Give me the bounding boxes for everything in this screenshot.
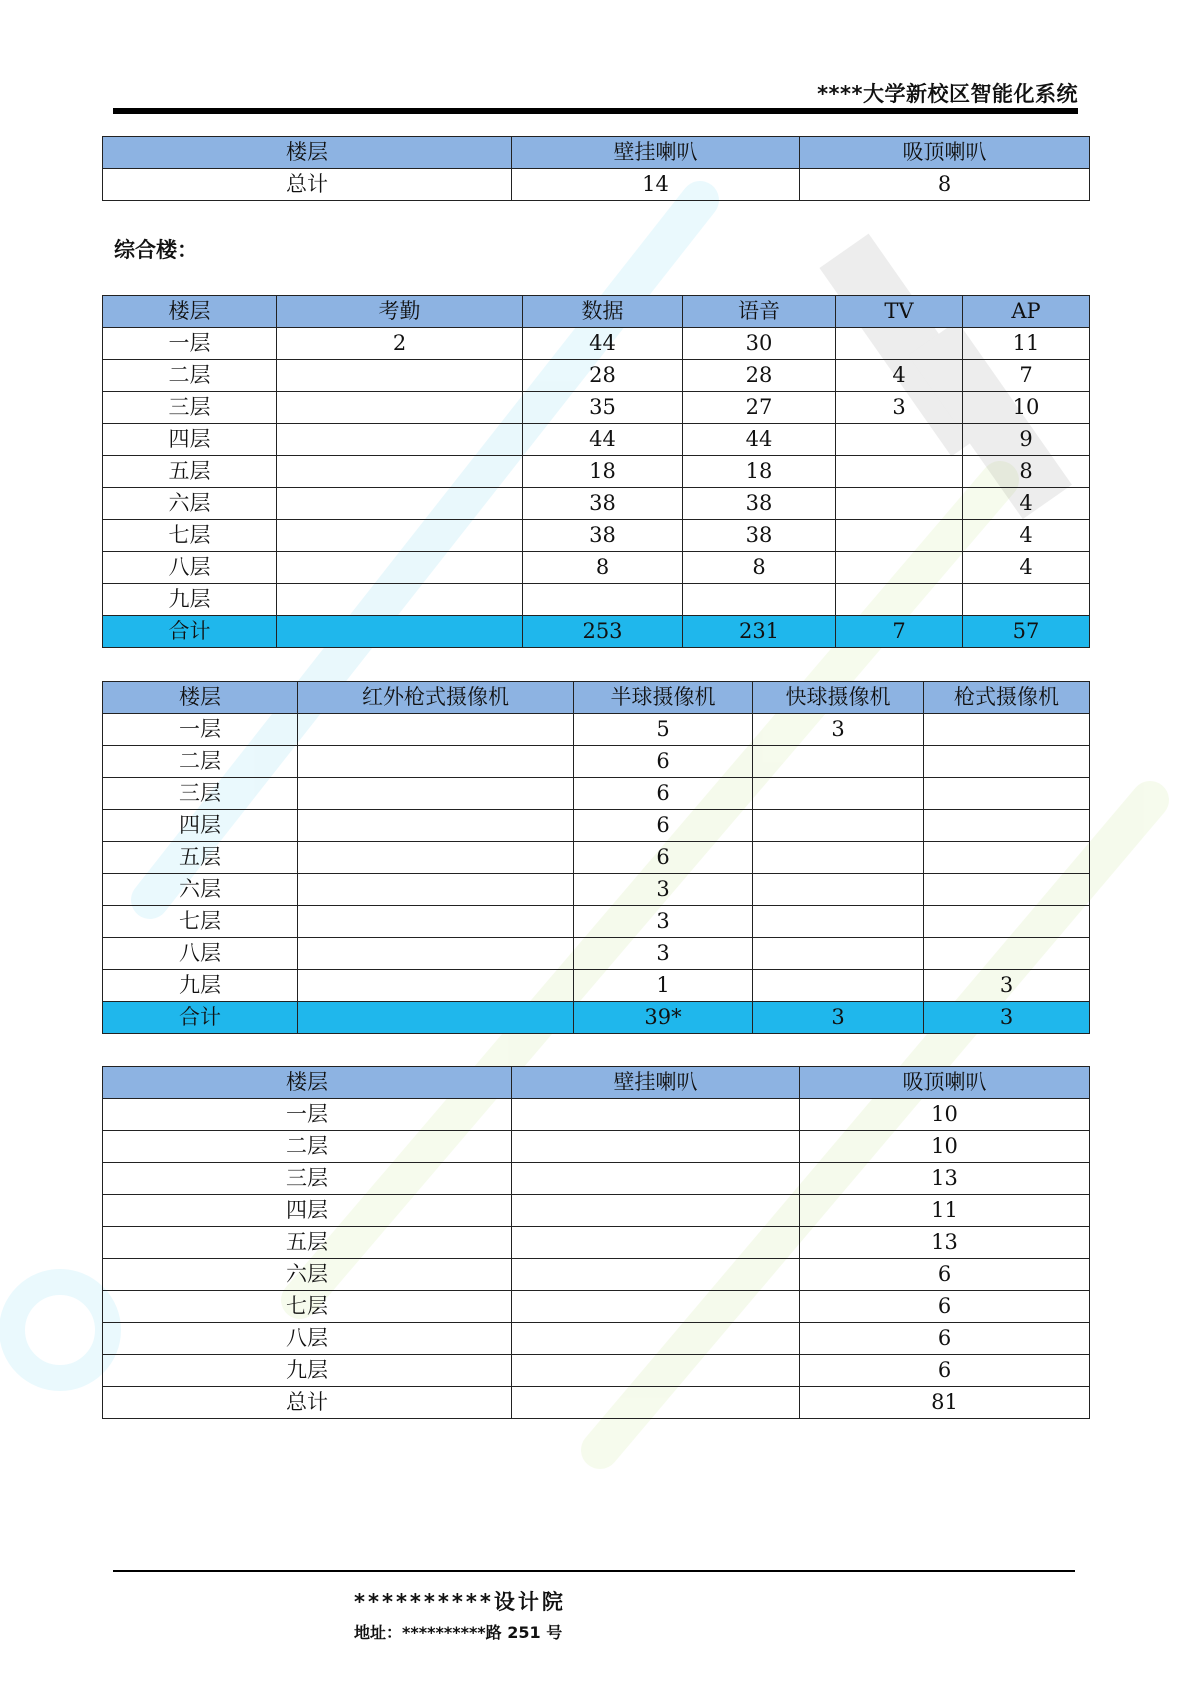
table-cell: 38: [523, 488, 683, 520]
table-cell: [683, 584, 836, 616]
table-cell: [512, 1195, 800, 1227]
table-cell: [277, 360, 523, 392]
table-cell: 六层: [103, 1259, 512, 1291]
table-cell: 八层: [103, 938, 298, 970]
table-cell: 九层: [103, 584, 277, 616]
footer-rule: [113, 1570, 1075, 1572]
table-row: [103, 584, 1090, 616]
table-row: [103, 552, 1090, 584]
table-cell: [963, 584, 1090, 616]
table-cell: 3: [753, 1002, 924, 1034]
table-cell: [277, 424, 523, 456]
table-cell: 六层: [103, 488, 277, 520]
table-cell: 9: [963, 424, 1090, 456]
table-cell: [298, 778, 574, 810]
table-cell: [512, 1163, 800, 1195]
table-cell: [277, 392, 523, 424]
table-header-row: [103, 682, 1090, 714]
table-cell: [512, 1291, 800, 1323]
table-cell: [298, 810, 574, 842]
table-cell: [836, 488, 963, 520]
table-cell: 总计: [103, 169, 512, 201]
table-cell: 五层: [103, 456, 277, 488]
table-cell: 7: [963, 360, 1090, 392]
table-header-row: [103, 1067, 1090, 1099]
table-row: [103, 810, 1090, 842]
table-cell: [836, 552, 963, 584]
table-cell: 五层: [103, 842, 298, 874]
table-row: [103, 1131, 1090, 1163]
table-row: [103, 1291, 1090, 1323]
table-cell: 七层: [103, 1291, 512, 1323]
table-cell: [277, 520, 523, 552]
table-cell: 8: [683, 552, 836, 584]
table-row: [103, 1195, 1090, 1227]
table-cell: [523, 584, 683, 616]
table-cell: [298, 938, 574, 970]
table-row: [103, 328, 1090, 360]
table-cell: 吸顶喇叭: [800, 137, 1090, 169]
table-row: [103, 714, 1090, 746]
table-cell: 六层: [103, 874, 298, 906]
table-cell: 3: [574, 874, 753, 906]
footer-organization: **********设计院: [354, 1590, 566, 1614]
table-cell: 6: [574, 778, 753, 810]
table-cell: 七层: [103, 906, 298, 938]
table-cell: 楼层: [103, 1067, 512, 1099]
table-cell: 一层: [103, 328, 277, 360]
table-cell: 合计: [103, 616, 277, 648]
table-cell: 38: [683, 488, 836, 520]
camera-table: [102, 681, 1090, 1034]
table-cell: 3: [924, 970, 1090, 1002]
table-cell: 30: [683, 328, 836, 360]
table-cell: 10: [963, 392, 1090, 424]
table-cell: TV: [836, 296, 963, 328]
table-row: [103, 906, 1090, 938]
table-cell: [298, 746, 574, 778]
table-cell: 38: [523, 520, 683, 552]
table-cell: [753, 938, 924, 970]
network-points-table: [102, 295, 1090, 648]
table-cell: 3: [836, 392, 963, 424]
table-cell: 231: [683, 616, 836, 648]
table-cell: [512, 1387, 800, 1419]
section-label: 综合楼：: [114, 237, 198, 262]
footer-address: 地址：**********路 251 号: [354, 1623, 563, 1642]
speaker-summary-table: [102, 136, 1090, 201]
table-cell: 考勤: [277, 296, 523, 328]
table-cell: 11: [800, 1195, 1090, 1227]
table-cell: [298, 714, 574, 746]
table-cell: 18: [683, 456, 836, 488]
table-cell: 13: [800, 1227, 1090, 1259]
table-row: [103, 970, 1090, 1002]
table-cell: 楼层: [103, 137, 512, 169]
table-cell: 44: [523, 424, 683, 456]
table-row: [103, 842, 1090, 874]
table-cell: 八层: [103, 1323, 512, 1355]
table-cell: 总计: [103, 1387, 512, 1419]
table-cell: 10: [800, 1099, 1090, 1131]
header-rule: [113, 108, 1078, 114]
table-cell: 楼层: [103, 296, 277, 328]
table-row: [103, 1387, 1090, 1419]
table-cell: 九层: [103, 970, 298, 1002]
table-cell: 1: [574, 970, 753, 1002]
table-cell: 6: [800, 1355, 1090, 1387]
table-cell: 27: [683, 392, 836, 424]
table-cell: 吸顶喇叭: [800, 1067, 1090, 1099]
table-cell: 一层: [103, 714, 298, 746]
page-header-title: ****大学新校区智能化系统: [817, 82, 1078, 106]
table-cell: [753, 778, 924, 810]
speaker-floor-table: [102, 1066, 1090, 1419]
table-cell: 39*: [574, 1002, 753, 1034]
table-body: [103, 1067, 1090, 1419]
table-cell: 数据: [523, 296, 683, 328]
table-cell: 三层: [103, 1163, 512, 1195]
table-cell: 6: [574, 746, 753, 778]
table-cell: 二层: [103, 746, 298, 778]
table-cell: 44: [683, 424, 836, 456]
table-row: [103, 1355, 1090, 1387]
table-cell: 七层: [103, 520, 277, 552]
table-cell: 九层: [103, 1355, 512, 1387]
table-cell: [512, 1355, 800, 1387]
table-cell: 八层: [103, 552, 277, 584]
table-cell: [277, 488, 523, 520]
table-cell: 11: [963, 328, 1090, 360]
table-total-row: [103, 616, 1090, 648]
table-cell: 半球摄像机: [574, 682, 753, 714]
table-cell: [277, 616, 523, 648]
table-cell: 18: [523, 456, 683, 488]
table-cell: [753, 970, 924, 1002]
table-cell: [836, 520, 963, 552]
table-cell: 五层: [103, 1227, 512, 1259]
table-cell: [753, 810, 924, 842]
table-cell: [512, 1227, 800, 1259]
table-total-row: [103, 1002, 1090, 1034]
table-cell: 4: [963, 552, 1090, 584]
table-row: [103, 874, 1090, 906]
table-cell: 35: [523, 392, 683, 424]
table-cell: AP: [963, 296, 1090, 328]
table-cell: 红外枪式摄像机: [298, 682, 574, 714]
table-header-row: [103, 137, 1090, 169]
table-cell: 二层: [103, 360, 277, 392]
table-cell: 8: [523, 552, 683, 584]
table-cell: [924, 714, 1090, 746]
table-cell: 13: [800, 1163, 1090, 1195]
table-cell: 8: [800, 169, 1090, 201]
table-row: [103, 456, 1090, 488]
table-row: [103, 169, 1090, 201]
table-row: [103, 1259, 1090, 1291]
table-cell: [512, 1099, 800, 1131]
table-row: [103, 360, 1090, 392]
table-cell: 楼层: [103, 682, 298, 714]
table-cell: [298, 906, 574, 938]
table-cell: 4: [963, 520, 1090, 552]
table-body: [103, 137, 1090, 201]
table-cell: 枪式摄像机: [924, 682, 1090, 714]
table-cell: [277, 552, 523, 584]
table-cell: 二层: [103, 1131, 512, 1163]
table-cell: 4: [963, 488, 1090, 520]
table-cell: 3: [924, 1002, 1090, 1034]
table-cell: 6: [574, 842, 753, 874]
table-cell: 三层: [103, 392, 277, 424]
table-cell: [277, 456, 523, 488]
table-cell: 57: [963, 616, 1090, 648]
table-cell: 14: [512, 169, 800, 201]
table-cell: [298, 874, 574, 906]
table-cell: 快球摄像机: [753, 682, 924, 714]
table-cell: 81: [800, 1387, 1090, 1419]
table-cell: 8: [963, 456, 1090, 488]
table-cell: 6: [800, 1259, 1090, 1291]
table-row: [103, 424, 1090, 456]
table-cell: [924, 778, 1090, 810]
table-cell: [924, 874, 1090, 906]
table-cell: 合计: [103, 1002, 298, 1034]
table-cell: [277, 584, 523, 616]
table-cell: [512, 1259, 800, 1291]
table-cell: 三层: [103, 778, 298, 810]
table-row: [103, 1163, 1090, 1195]
table-cell: [753, 746, 924, 778]
table-cell: [836, 584, 963, 616]
table-cell: [836, 424, 963, 456]
table-cell: [836, 456, 963, 488]
table-row: [103, 1323, 1090, 1355]
table-cell: [753, 906, 924, 938]
table-cell: [753, 874, 924, 906]
table-cell: [512, 1323, 800, 1355]
table-cell: 5: [574, 714, 753, 746]
table-cell: 44: [523, 328, 683, 360]
table-row: [103, 746, 1090, 778]
table-cell: 6: [574, 810, 753, 842]
table-row: [103, 488, 1090, 520]
table-cell: [512, 1131, 800, 1163]
table-cell: 6: [800, 1291, 1090, 1323]
table-body: [103, 682, 1090, 1034]
table-cell: 253: [523, 616, 683, 648]
table-row: [103, 520, 1090, 552]
table-cell: 3: [574, 938, 753, 970]
table-cell: [753, 842, 924, 874]
table-cell: 38: [683, 520, 836, 552]
table-cell: [924, 810, 1090, 842]
table-cell: 语音: [683, 296, 836, 328]
table-cell: [924, 842, 1090, 874]
table-row: [103, 778, 1090, 810]
table-cell: 10: [800, 1131, 1090, 1163]
table-cell: 3: [753, 714, 924, 746]
table-row: [103, 938, 1090, 970]
table-cell: 7: [836, 616, 963, 648]
table-cell: 3: [574, 906, 753, 938]
table-cell: 壁挂喇叭: [512, 1067, 800, 1099]
table-cell: 一层: [103, 1099, 512, 1131]
table-cell: 2: [277, 328, 523, 360]
table-row: [103, 1099, 1090, 1131]
table-cell: 四层: [103, 424, 277, 456]
table-cell: 四层: [103, 1195, 512, 1227]
table-cell: [924, 746, 1090, 778]
table-cell: [298, 842, 574, 874]
table-cell: 4: [836, 360, 963, 392]
table-cell: [924, 906, 1090, 938]
table-body: [103, 296, 1090, 648]
table-cell: [298, 970, 574, 1002]
table-cell: [924, 938, 1090, 970]
table-cell: 四层: [103, 810, 298, 842]
table-cell: [298, 1002, 574, 1034]
table-cell: [836, 328, 963, 360]
table-cell: 28: [523, 360, 683, 392]
table-header-row: [103, 296, 1090, 328]
table-row: [103, 1227, 1090, 1259]
table-cell: 6: [800, 1323, 1090, 1355]
table-cell: 壁挂喇叭: [512, 137, 800, 169]
table-row: [103, 392, 1090, 424]
table-cell: 28: [683, 360, 836, 392]
